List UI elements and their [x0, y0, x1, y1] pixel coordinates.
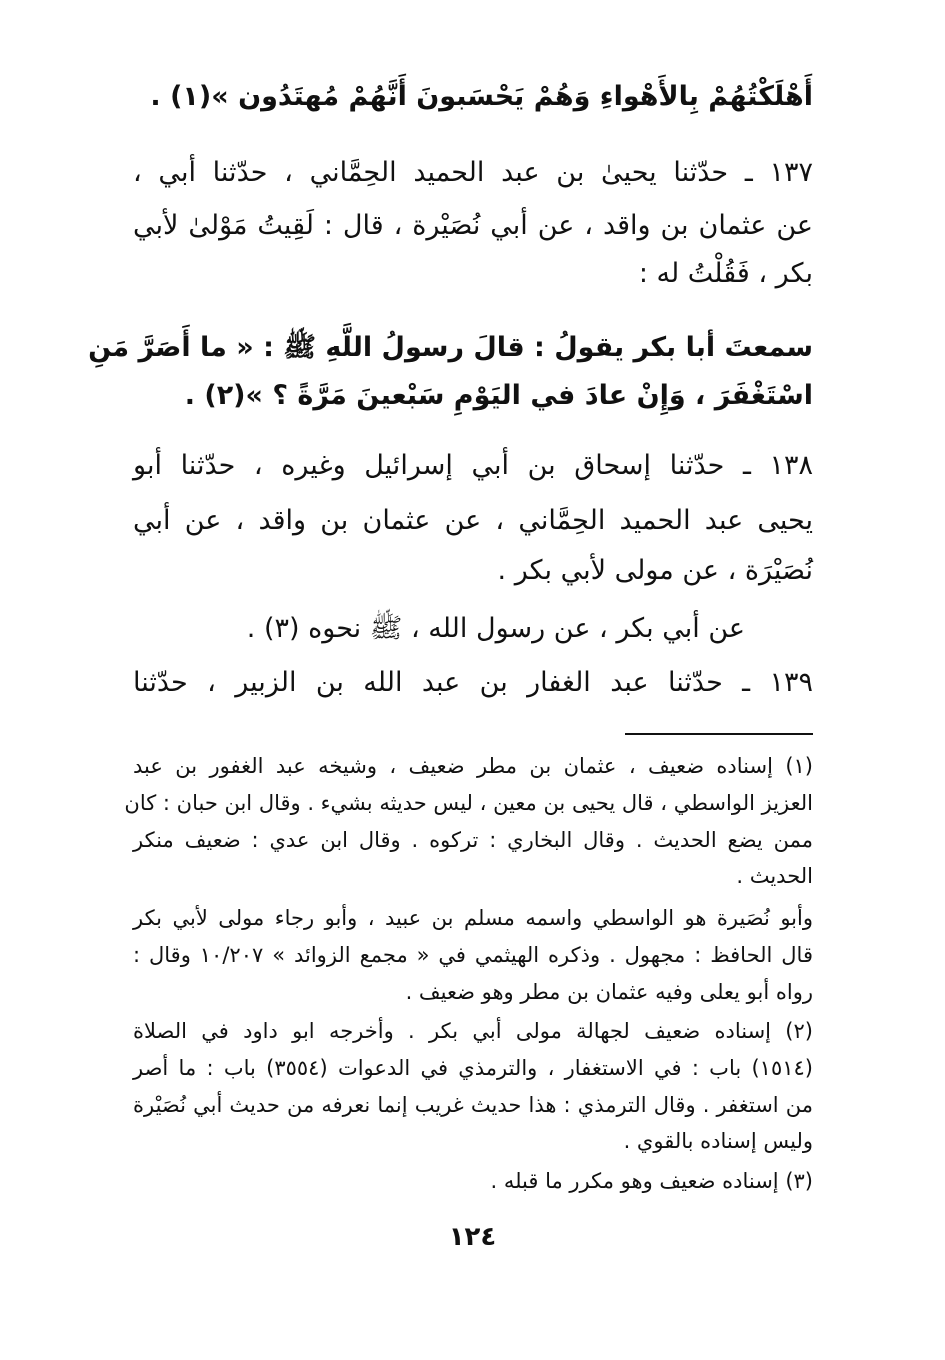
footnote-1-line-2: العزيز الواسطي ، قال يحيى بن معين ، ليس حديثه بشيء . وقال ابن حبان : كان	[124, 791, 813, 815]
footnote-1-line-7: رواه أبو يعلى وفيه عثمان بن مطر وهو ضعيف .	[405, 980, 813, 1004]
footnote-1-line-3: ممن يضع الحديث . وقال البخاري : تركوه . وقال ابن عدي : ضعيف منكر	[133, 828, 813, 852]
footnote-1-line-1: (١) إسناده ضعيف ، عثمان بن مطر ضعيف ، وشيخه عبد الغفور بن عبد	[133, 754, 813, 778]
footnote-separator	[625, 733, 813, 735]
hadith-138-line-3: نُصَيْرَة ، عن مولى لأبي بكر .	[497, 555, 813, 586]
hadith-138-matn-line: عن أبي بكر ، عن رسول الله ، ﷺ نحوه (٣) .	[246, 613, 745, 644]
footnote-3-line-1: (٣) إسناده ضعيف وهو مكرر ما قبله .	[490, 1169, 813, 1193]
page-number: ١٢٤	[448, 1222, 497, 1252]
hadith-continuation-line: أَهْلَكْتُهُمْ بِالأَهْواءِ وَهُمْ يَحْسَبونَ أَنَّهُمْ مُهتَدُون »(١) .	[150, 81, 813, 112]
footnote-1-line-4: الحديث .	[736, 864, 813, 888]
hadith-137-line-2: عن عثمان بن واقد ، عن أبي نُصَيْرة ، قال : لَقِيتُ مَوْلىٰ لأبي	[133, 210, 813, 241]
footnote-1-line-6: قال الحافظ : مجهول . وذكره الهيثمي في « مجمع الزوائد » ١٠/٢٠٧ وقال :	[133, 943, 813, 967]
footnote-2-line-4: وليس إسناده بالقوي .	[623, 1129, 813, 1153]
hadith-138-line-1: ١٣٨ ـ حدّثنا إسحاق بن أبي إسرائيل وغيره ، حدّثنا أبو	[133, 450, 813, 481]
hadith-138-line-2: يحيى عبد الحميد الحِمَّاني ، عن عثمان بن واقد ، عن أبي	[133, 505, 813, 536]
footnote-1-line-5: وأبو نُصَيرة هو الواسطي واسمه مسلم بن عبيد ، وأبو رجاء مولى لأبي بكر	[133, 906, 813, 930]
hadith-137-line-3: بكر ، فَقُلْتُ له :	[638, 258, 813, 289]
hadith-139-line-1: ١٣٩ ـ حدّثنا عبد الغفار بن عبد الله بن الزبير ، حدّثنا	[133, 667, 813, 698]
footnote-2-line-3: من استغفر . وقال الترمذي : هذا حديث غريب إنما نعرفه من حديث أبي نُصَيْرة	[133, 1093, 813, 1117]
hadith-137-line-1: ١٣٧ ـ حدّثنا يحيىٰ بن عبد الحميد الحِمَّاني ، حدّثنا أبي ،	[133, 157, 813, 188]
hadith-137-matn-line-2: اسْتَغْفَرَ ، وَإِنْ عادَ في اليَوْمِ سَبْعينَ مَرَّةً ؟ »(٢) .	[184, 380, 813, 411]
footnote-2-line-1: (٢) إسناده ضعيف لجهالة مولى أبي بكر . وأخرجه ابو داود في الصلاة	[133, 1019, 813, 1043]
hadith-137-matn-line-1: سمعتَ أبا بكر يقولُ : قالَ رسولُ اللَّهِ ﷺ : « ما أَصَرَّ مَنِ	[88, 332, 813, 363]
footnote-2-line-2: (١٥١٤) باب : في الاستغفار ، والترمذي في الدعوات (٣٥٥٤) باب : ما أصر	[133, 1056, 813, 1080]
